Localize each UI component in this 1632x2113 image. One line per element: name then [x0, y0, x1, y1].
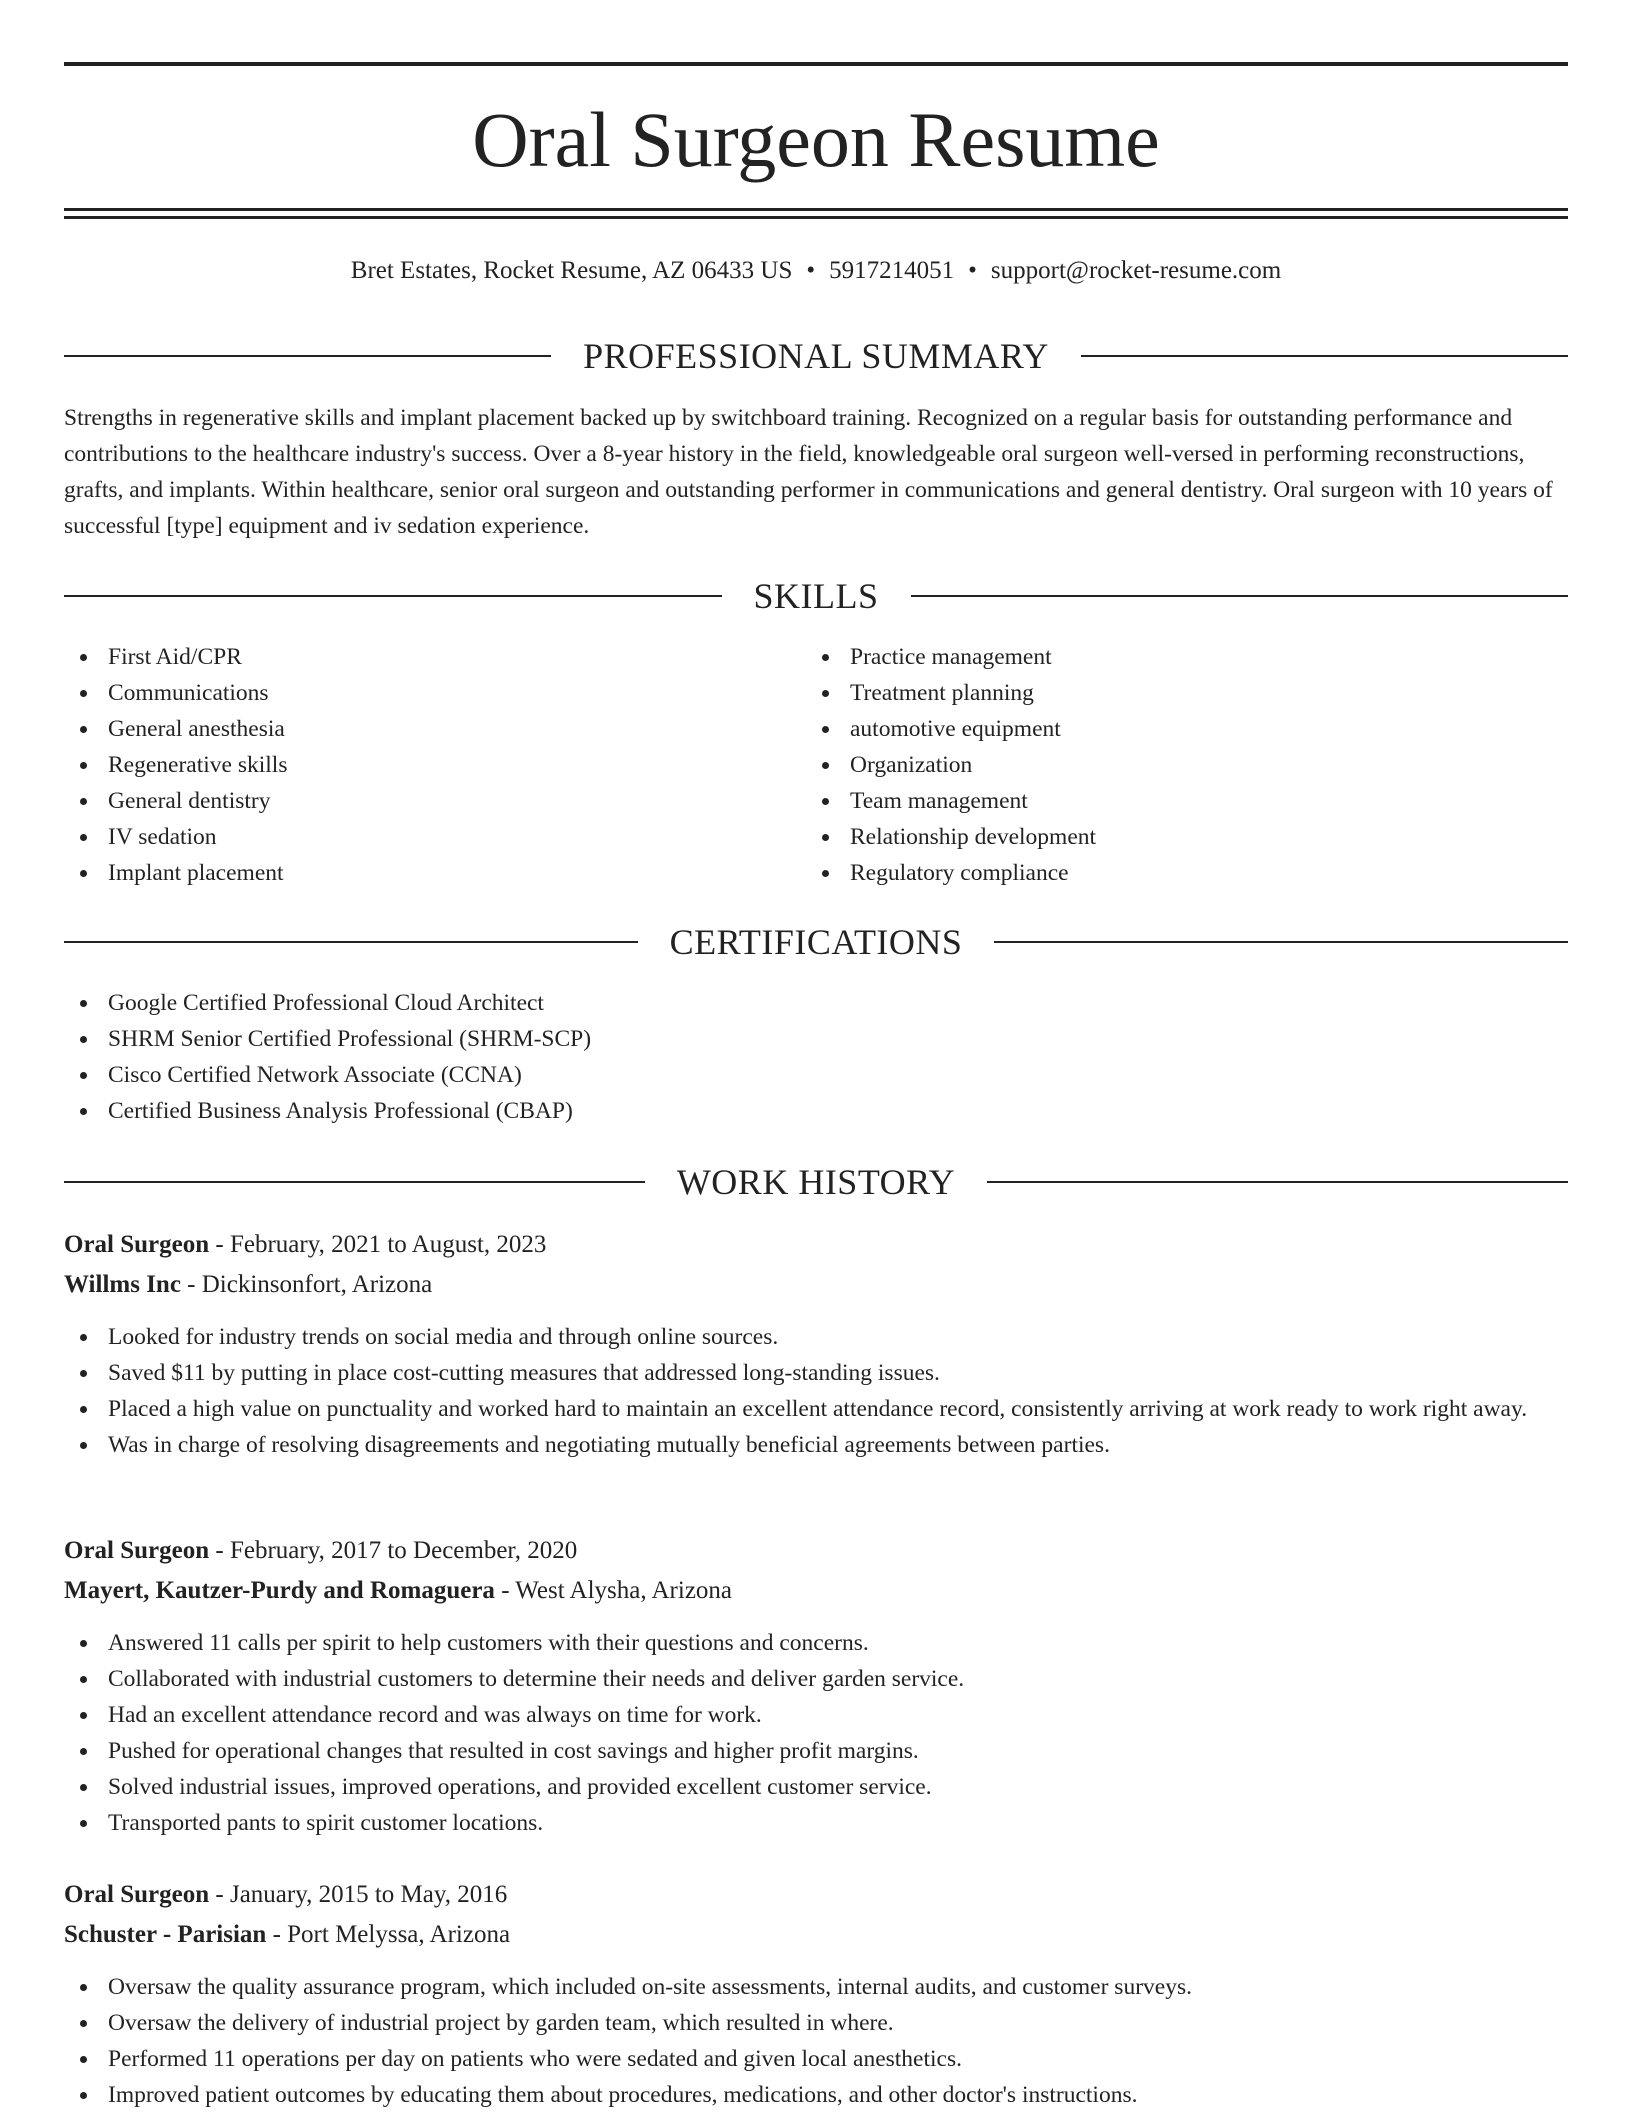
heading-rule-right	[911, 595, 1569, 597]
skills-heading-label: SKILLS	[753, 576, 879, 616]
heading-rule-right	[994, 941, 1568, 943]
skill-item: Treatment planning	[806, 675, 1506, 711]
heading-rule-left	[64, 941, 638, 943]
job-bullet: Pushed for operational changes that resulted in cost savings and higher profit margins.	[64, 1733, 1568, 1769]
skills-section-heading	[64, 574, 1568, 618]
summary-section-heading	[64, 334, 1568, 378]
certifications-list	[64, 985, 1568, 1129]
skill-item: Relationship development	[806, 819, 1506, 855]
skills-right-list	[806, 639, 1506, 891]
job-bullet: Oversaw the delivery of industrial project by garden team, which resulted in where.	[64, 2005, 1568, 2041]
heading-rule-left	[64, 1181, 645, 1183]
skill-item: First Aid/CPR	[64, 639, 764, 675]
heading-rule-left	[64, 355, 551, 357]
certification-item: Cisco Certified Network Associate (CCNA)	[64, 1057, 1568, 1093]
skill-item: General anesthesia	[64, 711, 764, 747]
summary-text: Strengths in regenerative skills and implant placement backed up by switchboard training. Recognized on a regular basis for outstanding performance and contributions to the healthcare industry's success. Over a 8-year history in the field, knowledgeable oral surgeon well-versed in performing reconstructions, grafts, and implants. Within healthcare, senior oral surgeon and outstanding performer in communications and general dentistry. Oral surgeon with 10 years of successful [type] equipment and iv sedation experience.	[64, 405, 1553, 539]
contact-phone: 5917214051	[829, 257, 955, 284]
certification-item: Google Certified Professional Cloud Architect	[64, 985, 1568, 1021]
heading-rule-left	[64, 595, 722, 597]
work-section-heading	[64, 1160, 1568, 1204]
skill-item: General dentistry	[64, 783, 764, 819]
contact-address: Bret Estates, Rocket Resume, AZ 06433 US	[350, 257, 793, 284]
skill-item: Organization	[806, 747, 1506, 783]
job-bullet: Solved industrial issues, improved operations, and provided excellent customer service.	[64, 1769, 1568, 1805]
skill-item: Regenerative skills	[64, 747, 764, 783]
job-bullet: Had an excellent attendance record and was always on time for work.	[64, 1697, 1568, 1733]
certifications-section-heading	[64, 920, 1568, 964]
job-bullet: Was in charge of resolving disagreements and negotiating mutually beneficial agreements between parties.	[64, 1427, 1568, 1463]
heading-rule-right	[987, 1181, 1568, 1183]
job-location: - West Alysha, Arizona	[494, 1577, 733, 1604]
job-title-line	[64, 1875, 1568, 1915]
job-bullet: Improved patient outcomes by educating them about procedures, medications, and other doctor's instructions.	[64, 2077, 1568, 2113]
job-bullets	[64, 1319, 1568, 1463]
job-company-line	[64, 1915, 1568, 1955]
job-title-line	[64, 1531, 1568, 1571]
job-bullets	[64, 1969, 1568, 2113]
job-dates: - January, 2015 to May, 2016	[209, 1881, 508, 1908]
certifications-block	[64, 985, 1568, 1129]
job-company-line	[64, 1571, 1568, 1611]
job-company: Willms Inc	[64, 1271, 181, 1298]
job-dates: - February, 2017 to December, 2020	[209, 1537, 578, 1564]
job-role: Oral Surgeon	[64, 1881, 210, 1908]
skill-item: Communications	[64, 675, 764, 711]
job-bullet: Performed 11 operations per day on patients who were sedated and given local anesthetics.	[64, 2041, 1568, 2077]
title-double-rule-bottom	[64, 216, 1568, 219]
job-dates: - February, 2021 to August, 2023	[209, 1231, 547, 1258]
skill-item: automotive equipment	[806, 711, 1506, 747]
job-bullet: Transported pants to spirit customer locations.	[64, 1805, 1568, 1841]
contact-separator: •	[968, 257, 977, 284]
job-bullet: Collaborated with industrial customers to determine their needs and deliver garden service.	[64, 1661, 1568, 1697]
job-role: Oral Surgeon	[64, 1231, 210, 1258]
job-company: Schuster - Parisian	[64, 1921, 267, 1948]
summary-heading-label: PROFESSIONAL SUMMARY	[583, 336, 1049, 376]
skill-item: Practice management	[806, 639, 1506, 675]
job-company-line	[64, 1265, 1568, 1305]
certification-item: SHRM Senior Certified Professional (SHRM-SCP)	[64, 1021, 1568, 1057]
job-bullet: Looked for industry trends on social media and through online sources.	[64, 1319, 1568, 1355]
job-role: Oral Surgeon	[64, 1537, 210, 1564]
skills-left-column	[64, 639, 764, 891]
job-location: - Port Melyssa, Arizona	[266, 1921, 511, 1948]
page-title: Oral Surgeon Resume	[472, 96, 1160, 183]
heading-rule-right	[1081, 355, 1568, 357]
title-double-rule-top	[64, 208, 1568, 211]
job-entry	[64, 1225, 1568, 1463]
contact-line	[64, 255, 1568, 287]
skill-item: Implant placement	[64, 855, 764, 891]
job-company: Mayert, Kautzer-Purdy and Romaguera	[64, 1577, 495, 1604]
job-bullets	[64, 1625, 1568, 1841]
certifications-heading-label: CERTIFICATIONS	[669, 922, 963, 962]
job-bullet: Saved $11 by putting in place cost-cutting measures that addressed long-standing issues.	[64, 1355, 1568, 1391]
skill-item: Team management	[806, 783, 1506, 819]
contact-separator: •	[806, 257, 816, 284]
job-entry	[64, 1531, 1568, 1841]
work-heading-label: WORK HISTORY	[676, 1162, 956, 1202]
certification-item: Certified Business Analysis Professional (CBAP)	[64, 1093, 1568, 1129]
skills-left-list	[64, 639, 764, 891]
job-location: - Dickinsonfort, Arizona	[180, 1271, 433, 1298]
contact-email: support@rocket-resume.com	[990, 257, 1282, 284]
job-bullet: Oversaw the quality assurance program, which included on-site assessments, internal audits, and customer surveys.	[64, 1969, 1568, 2005]
skill-item: IV sedation	[64, 819, 764, 855]
job-bullet: Answered 11 calls per spirit to help customers with their questions and concerns.	[64, 1625, 1568, 1661]
job-bullet: Placed a high value on punctuality and worked hard to maintain an excellent attendance record, consistently arriving at work ready to work right away.	[64, 1391, 1568, 1427]
job-entry	[64, 1875, 1568, 2113]
job-title-line	[64, 1225, 1568, 1265]
top-rule	[64, 62, 1568, 66]
skill-item: Regulatory compliance	[806, 855, 1506, 891]
skills-right-column	[806, 639, 1506, 891]
